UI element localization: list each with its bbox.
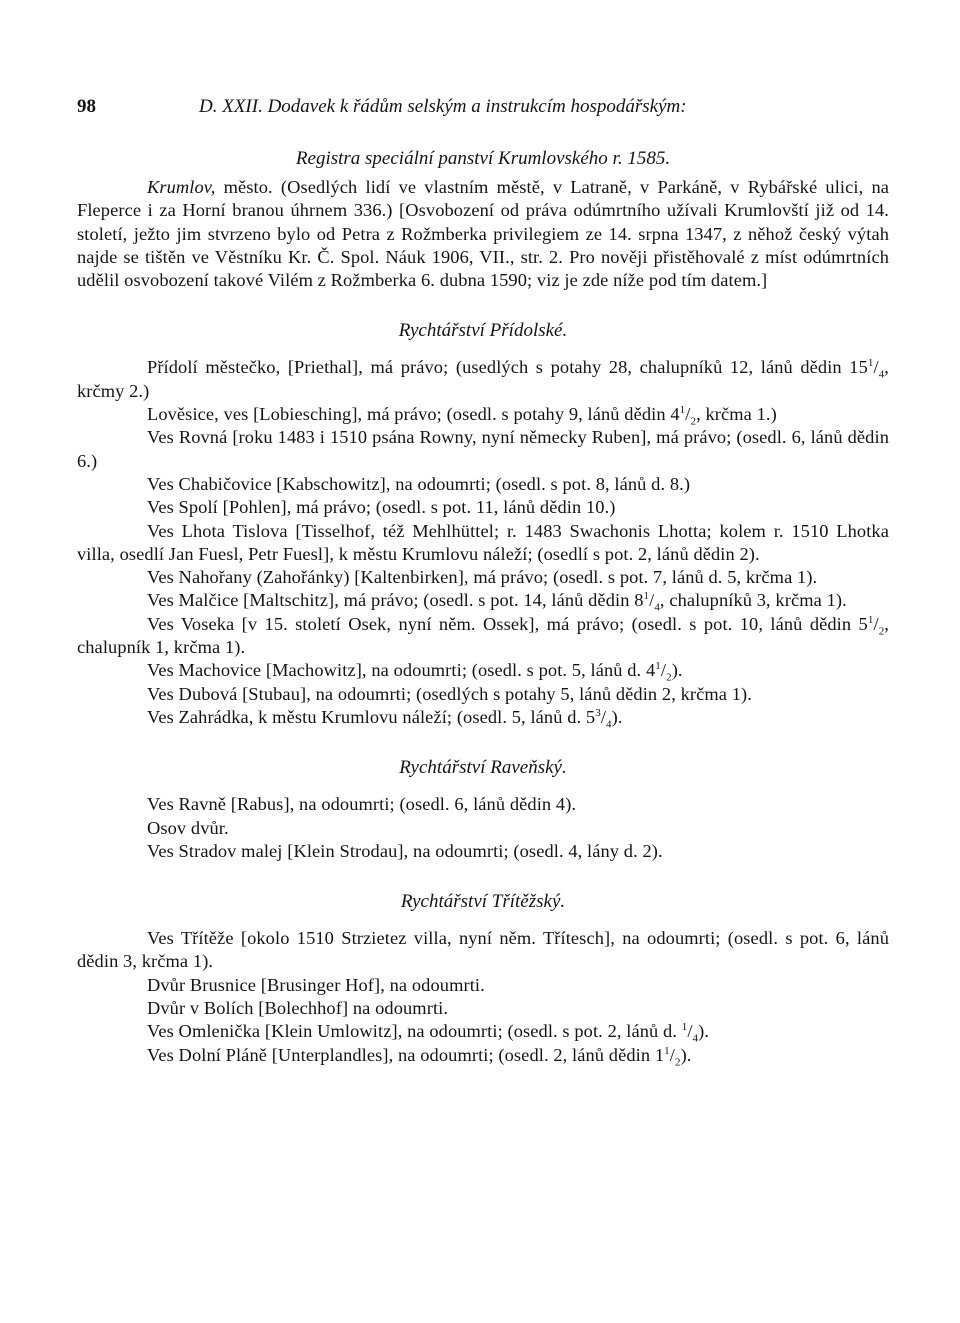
entry-text: Ves Nahořany (Zahořánky) [Kaltenbirken], má právo; (osedl. s pot. 7, lánů d. 5, krčma 1). [147,567,818,588]
entry-text: Ves Machovice [Machowitz], na odoumrti; (osedl. s pot. 5, lánů d. 4 [147,660,656,681]
entry-text: Ves Zahrádka, k městu Krumlovu náleží; (osedl. 5, lánů d. 5 [147,706,596,727]
entry-text: Osov dvůr. [147,817,229,838]
entry-paragraph [77,840,889,863]
fraction-denominator: 2 [878,625,885,638]
intro-place: Krumlov, [147,177,216,197]
header-title: D. XXII. Dodavek k řádům selským a instrukcím hospodářským: [199,96,687,117]
fraction-denominator: 2 [674,1056,681,1069]
entry-text-tail: ). [671,660,683,681]
entry-paragraph [77,356,889,403]
entry-text: Ves Třítěže [okolo 1510 Strzietez villa, nyní něm. Třítesch], na odoumrti; (osedl. s pot. 6, lánů dědin 3, krčma 1). [77,928,889,972]
entry-paragraph [77,793,889,816]
entry-text: Ves Chabičovice [Kabschowitz], na odoumrti; (osedl. s pot. 8, lánů d. 8.) [147,473,691,494]
fraction-denominator: 4 [654,602,660,615]
fraction-numerator: 1 [643,590,650,603]
entry-paragraph [77,520,889,567]
fraction-denominator: 2 [666,672,672,685]
entry-text: Ves Voseka [v 15. století Osek, nyní něm. Ossek], má právo; (osedl. s pot. 10, lánů dědin 5 [147,613,868,634]
entry-paragraph [77,566,889,589]
entry-paragraph [77,403,889,426]
entry-text: Ves Ravně [Rabus], na odoumrti; (osedl. 6, lánů dědin 4). [147,794,577,815]
running-head [77,96,889,126]
entry-text: Ves Stradov malej [Klein Strodau], na odoumrti; (osedl. 4, lány d. 2). [147,840,663,861]
fraction-slash: / [687,1021,693,1042]
entry-paragraph [77,426,889,473]
entry-paragraph [77,683,889,706]
fraction-slash: / [649,590,655,611]
entry-text: Ves Dolní Pláně [Unterplandles], na odoumrti; (osedl. 2, lánů dědin 1 [147,1044,665,1065]
entry-text: Dvůr v Bolích [Bolechhof] na odoumrti. [147,998,449,1019]
entry-text: Ves Lhota Tislova [Tisselhof, též Mehlhüttel; r. 1483 Swachonis Lhotta; kolem r. 1510 Lhotka villa, osedlí Jan Fuesl, Petr Fuesl], k městu Krumlovu náleží; (osedlí s pot. 2, lánů dědin 2). [77,520,889,564]
section-title: Rychtářství Třítěžský. [400,891,566,913]
fraction-slash: / [873,357,879,378]
entry-text-tail: , chalupník 1, krčma 1). [77,613,889,658]
fraction-numerator: 1 [655,660,661,673]
fraction-slash: / [660,660,667,681]
entry-text: Přídolí městečko, [Priethal], má právo; (usedlých s potahy 28, chalupníků 12, lánů dědin 15 [147,357,868,378]
entry-text: Dvůr Brusnice [Brusinger Hof], na odoumrti. [147,974,485,995]
section-title: Rychtářství Raveňský. [399,757,567,779]
fraction-numerator: 1 [867,357,874,370]
entry-text-tail: ). [698,1021,710,1042]
fraction-numerator: 1 [867,613,874,626]
document-page [77,96,889,1067]
entry-paragraph [77,817,889,840]
fraction-slash: / [600,706,607,727]
entry-paragraph [77,496,889,519]
entry-text-tail: , krčmy 2.) [77,357,889,401]
fraction-numerator: 3 [595,706,601,719]
fraction-denominator: 2 [690,415,697,428]
entry-paragraph [77,589,889,615]
fraction-denominator: 4 [692,1032,699,1045]
section-title: Rychtářství Přídolské. [398,320,568,342]
sections-container [77,318,889,1069]
entry-text-tail: ). [611,706,623,727]
entry-text: Ves Spolí [Pohlen], má právo; (osedl. s pot. 11, lánů dědin 10.) [147,497,616,518]
entry-paragraph [77,473,889,496]
entry-text-tail: ). [680,1044,692,1065]
entry-paragraph [77,1044,889,1067]
fraction-slash: / [873,613,879,634]
entry-text: Ves Rovná [roku 1483 i 1510 psána Rowny, nyní německy Ruben], má právo; (osedl. 6, lánů dědin 6.) [77,427,889,471]
fraction-numerator: 1 [679,403,686,416]
fraction-denominator: 4 [606,718,612,731]
entry-paragraph [77,613,889,660]
entry-paragraph [77,706,889,729]
entry-text-tail: , krčma 1.) [696,404,777,425]
entry-text: Lověsice, ves [Lobiesching], má právo; (osedl. s potahy 9, lánů dědin 4 [147,404,680,425]
entry-paragraph [77,1020,889,1043]
fraction-denominator: 4 [878,369,885,382]
fraction-slash: / [669,1044,675,1065]
main-title: Registra speciální panství Krumlovského r. 1585. [295,148,671,169]
entry-text: Ves Dubová [Stubau], na odoumrti; (osedlých s potahy 5, lánů dědin 2, krčma 1). [147,683,752,704]
intro-text: město. (Osedlých lidí ve vlastním městě, v Latraně, v Parkáně, v Rybářské ulici, na Fleperce i za Horní branou úhrnem 336.) [Osvobození od práva odúmrtního užívali Krumlovští již od 14. století, ježto jim stvrzeno bylo od Petra z Rožmberka privilegiem ze 14. srpna 1347, z něhož český výtah najde se tištěn ve Věstníku Kr. Č. Spol. Náuk 1906, VII., str. 2. Pro nověji přistěhovalé z míst odúmrtních udělil osvobození takové Vilém z Rožmberka 6. dubna 1590; viz je zde níže pod tím datem.] [77,177,889,291]
fraction-numerator: 1 [664,1044,670,1057]
page-number: 98 [77,96,96,117]
entry-paragraph [77,659,889,685]
entry-text: Ves Omlenička [Klein Umlowitz], na odoumrti; (osedl. s pot. 2, lánů d. [147,1021,682,1042]
fraction-slash: / [685,404,691,425]
entry-paragraph [77,997,889,1020]
entry-paragraph [77,927,889,974]
entry-paragraph [77,974,889,997]
entry-text-tail: , chalupníků 3, krčma 1). [659,590,847,611]
entry-text: Ves Malčice [Maltschitz], má právo; (osedl. s pot. 14, lánů dědin 8 [147,590,644,611]
intro-paragraph [77,176,889,292]
fraction-numerator: 1 [681,1021,688,1034]
